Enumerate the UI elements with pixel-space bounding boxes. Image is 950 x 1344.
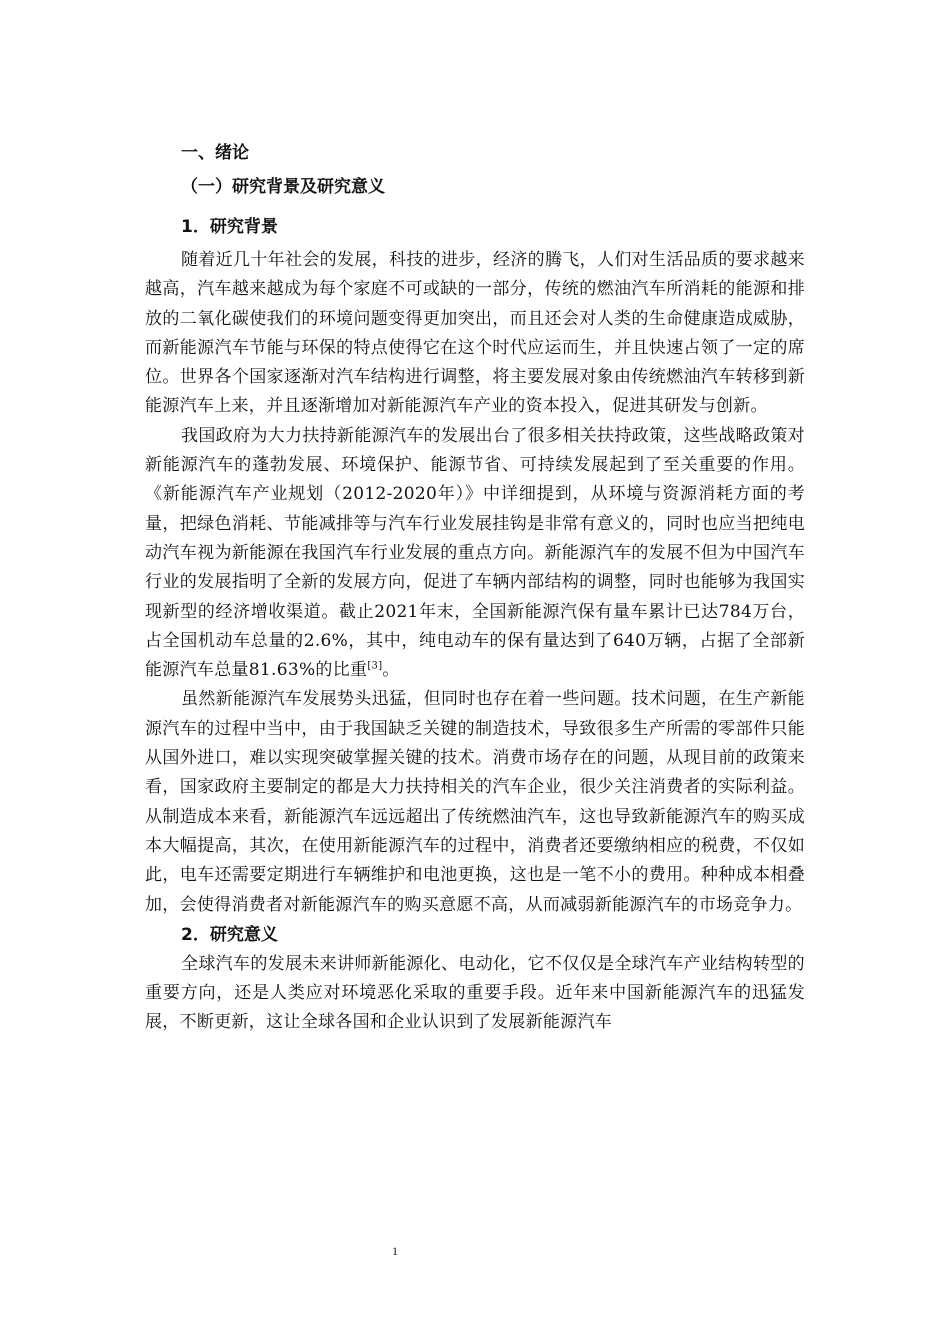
paragraph-background-1: 随着近几十年社会的发展，科技的进步，经济的腾飞，人们对生活品质的要求越来越高，汽车越来越成为每个家庭不可或缺的一部分，传统的燃油汽车所消耗的能源和排放的二氧化碳使我们的环境问题变得更加突出，而且还会对人类的生命健康造成威胁，而新能源汽车节能与环保的特点使得它在这个时代应运而生，并且快速占领了一定的席位。世界各个国家逐渐对汽车结构进行调整，将主要发展对象由传统燃油汽车转移到新能源汽车上来，并且逐渐增加对新能源汽车产业的资本投入，促进其研发与创新。 — [145, 250, 805, 417]
paragraph-background-2-text: 我国政府为大力扶持新能源汽车的发展出台了很多相关扶持政策，这些战略政策对新能源汽车的蓬勃发展、环境保护、能源节省、可持续发展起到了至关重要的作用。《新能源汽车产业规划（2012-2020年）》中详细提到，从环境与资源消耗方面的考量，把绿色消耗、节能减排等与汽车行业发展挂钩是非常有意义的，同时也应当把纯电动汽车视为新能源在我国汽车行业发展的重点方向。新能源汽车的发展不但为中国汽车行业的发展指明了全新的发展方向，促进了车辆内部结构的调整，同时也能够为我国实现新型的经济增收渠道。截止2021年末，全国新能源汽保有量车累计已达784万台，占全国机动车总量的2.6%，其中，纯电动车的保有量达到了640万辆，占据了全部新能源汽车总量81.63%的比重 — [145, 425, 805, 681]
paragraph-background-3: 虽然新能源汽车发展势头迅猛，但同时也存在着一些问题。技术问题，在生产新能源汽车的过程中当中，由于我国缺乏关键的制造技术，导致很多生产所需的零部件只能从国外进口，难以实现突破掌握关键的技术。消费市场存在的问题，从现目前的政策来看，国家政府主要制定的都是大力扶持相关的汽车企业，很少关注消费者的实际利益。从制造成本来看，新能源汽车远远超出了传统燃油汽车，这也导致新能源汽车的购买成本大幅提高，其次，在使用新能源汽车的过程中，消费者还要缴纳相应的税费，不仅如此，电车还需要定期进行车辆维护和电池更换，这也是一笔不小的费用。种种成本相叠加，会使得消费者对新能源汽车的购买意愿不高，从而减弱新能源汽车的市场竞争力。 — [145, 689, 805, 915]
paragraph-significance-1: 全球汽车的发展未来讲师新能源化、电动化，它不仅仅是全球汽车产业结构转型的重要方向，还是人类应对环境恶化采取的重要手段。近年来中国新能源汽车的迅猛发展，不断更新，这让全球各国和企业认识到了发展新能源汽车 — [145, 953, 805, 1033]
subsection-heading-significance: 2．研究意义 — [181, 924, 278, 945]
chapter-heading: 一、绪论 — [181, 143, 249, 163]
document-body — [145, 136, 805, 1038]
paragraph-background-2-end: 。 — [382, 660, 400, 681]
section-heading: （一）研究背景及研究意义 — [181, 177, 385, 197]
citation-reference: [3] — [367, 660, 383, 672]
page-number: 1 — [392, 1244, 398, 1258]
paragraph-background-2 — [145, 422, 805, 686]
subsection-heading-background: 1．研究背景 — [181, 217, 278, 237]
